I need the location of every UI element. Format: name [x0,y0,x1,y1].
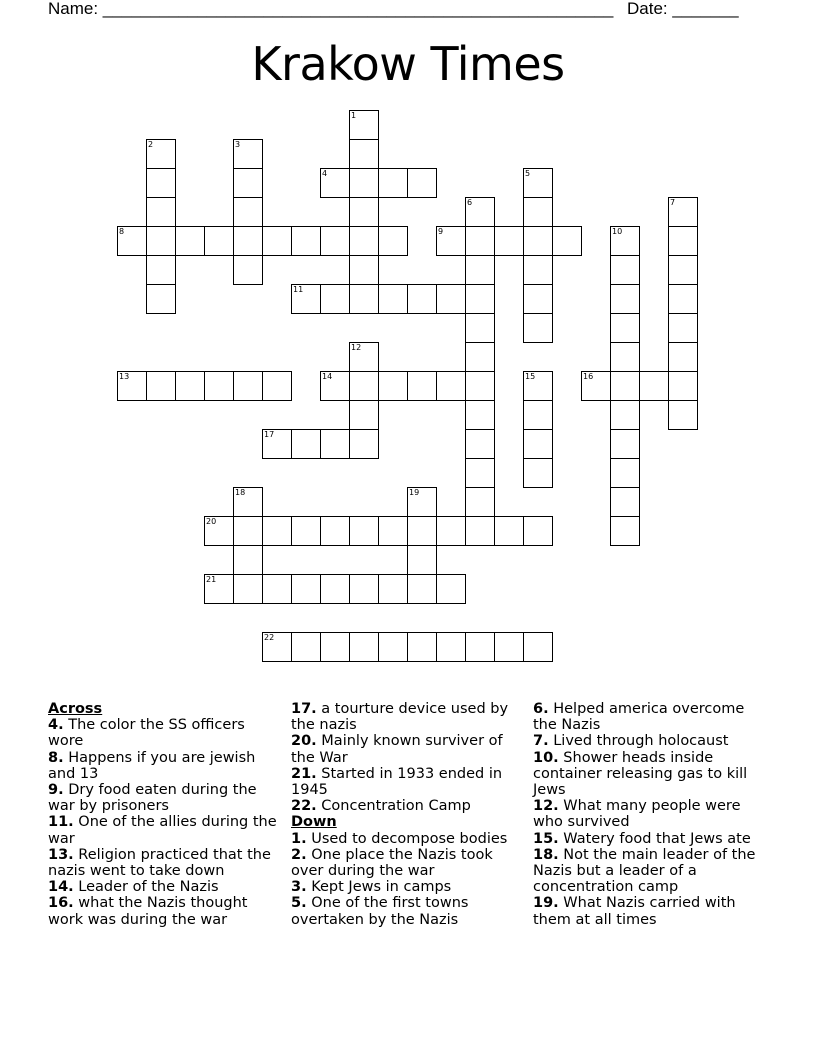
grid-cell[interactable] [117,371,147,401]
grid-cell[interactable] [668,313,698,343]
grid-cell[interactable] [523,168,553,198]
down-clue: 1. Used to decompose bodies [291,830,508,847]
grid-cell[interactable] [465,284,495,314]
grid-cell[interactable] [320,284,350,314]
grid-cell[interactable] [552,226,582,256]
clue-number: 6 [467,198,473,207]
grid-cell[interactable] [523,632,553,662]
clue-number: 19 [409,488,420,497]
clue-number: 20 [206,517,217,526]
grid-cell[interactable] [146,226,176,256]
grid-cell[interactable] [262,226,292,256]
grid-cell[interactable] [117,226,147,256]
grid-cell[interactable] [436,574,466,604]
across-clue: 16. what the Nazis thought work was during the war [48,895,248,928]
grid-cell[interactable] [320,429,350,459]
grid-cell[interactable] [349,168,379,198]
grid-cell[interactable] [465,371,495,401]
grid-cell[interactable] [349,110,379,140]
grid-cell[interactable] [465,313,495,343]
grid-cell[interactable] [378,226,408,256]
clue-number: 13 [119,372,130,381]
date-field[interactable]: Date: _______ [627,0,739,18]
grid-cell[interactable] [320,516,350,546]
page-title: Krakow Times [251,37,565,91]
grid-cell[interactable] [233,197,263,227]
grid-cell[interactable] [233,516,263,546]
clues-column-1 [48,701,280,928]
grid-cell[interactable] [465,400,495,430]
across-clue: 21. Started in 1933 ended in 1945 [291,765,503,799]
grid-cell[interactable] [262,574,292,604]
grid-cell[interactable] [204,371,234,401]
across-clue: 14. Leader of the Nazis [48,879,219,896]
grid-cell[interactable] [436,284,466,314]
grid-cell[interactable] [523,516,553,546]
grid-cell[interactable] [639,371,669,401]
grid-cell[interactable] [668,255,698,285]
across-clue: 20. Mainly known surviver of the War [291,733,503,766]
grid-cell[interactable] [407,371,437,401]
grid-cell[interactable] [668,371,698,401]
clue-number: 7 [670,198,676,207]
grid-cell[interactable] [233,545,263,575]
grid-cell[interactable] [668,226,698,256]
grid-cell[interactable] [291,632,321,662]
down-clue: 2. One place the Nazis took over during the war [291,846,493,880]
grid-cell[interactable] [494,632,524,662]
grid-cell[interactable] [262,429,292,459]
grid-cell[interactable] [436,632,466,662]
grid-cell[interactable] [378,574,408,604]
across-clue: 13. Religion practiced that the nazis went to take down [48,846,271,880]
grid-cell[interactable] [407,168,437,198]
grid-cell[interactable] [668,342,698,372]
grid-cell[interactable] [523,197,553,227]
grid-cell[interactable] [349,632,379,662]
grid-cell[interactable] [349,284,379,314]
clue-number: 3 [235,140,241,149]
clue-number: 5 [525,169,531,178]
grid-cell[interactable] [465,458,495,488]
grid-cell[interactable] [407,487,437,517]
down-clue: 18. Not the main leader of the Nazis but a leader of a concentration camp [533,846,756,896]
grid-cell[interactable] [291,516,321,546]
grid-cell[interactable] [610,313,640,343]
grid-cell[interactable] [407,545,437,575]
clue-number: 4 [322,169,328,178]
grid-cell[interactable] [291,284,321,314]
grid-cell[interactable] [610,371,640,401]
grid-cell[interactable] [262,371,292,401]
clue-number: 14 [322,372,333,381]
grid-cell[interactable] [349,255,379,285]
grid-cell[interactable] [523,313,553,343]
grid-cell[interactable] [349,139,379,169]
grid-cell[interactable] [523,458,553,488]
grid-cell[interactable] [349,371,379,401]
grid-cell[interactable] [465,226,495,256]
grid-cell[interactable] [494,516,524,546]
grid-cell[interactable] [204,516,234,546]
grid-cell[interactable] [465,487,495,517]
grid-cell[interactable] [262,516,292,546]
down-clue: 12. What many people were who survived [533,798,741,831]
grid-cell[interactable] [291,429,321,459]
across-clue: 17. a tourture device used by the nazis [291,701,509,734]
grid-cell[interactable] [291,226,321,256]
grid-cell[interactable] [320,371,350,401]
grid-cell[interactable] [175,371,205,401]
clue-number: 1 [351,111,357,120]
grid-cell[interactable] [407,516,437,546]
grid-cell[interactable] [610,255,640,285]
grid-cell[interactable] [349,400,379,430]
grid-cell[interactable] [668,197,698,227]
grid-cell[interactable] [610,226,640,256]
clue-number: 17 [264,430,275,439]
grid-cell[interactable] [378,516,408,546]
grid-cell[interactable] [668,284,698,314]
grid-cell[interactable] [233,255,263,285]
down-clue: 6. Helped america overcome the Nazis [533,701,745,734]
grid-cell[interactable] [610,458,640,488]
down-heading: Down [291,814,337,831]
grid-cell[interactable] [233,139,263,169]
grid-cell[interactable] [349,197,379,227]
clues-column-2 [291,701,523,928]
grid-cell[interactable] [523,255,553,285]
clue-number: 18 [235,488,246,497]
grid-cell[interactable] [465,197,495,227]
grid-cell[interactable] [523,400,553,430]
grid-cell[interactable] [204,574,234,604]
grid-cell[interactable] [523,226,553,256]
grid-cell[interactable] [378,284,408,314]
grid-cell[interactable] [465,632,495,662]
grid-cell[interactable] [465,255,495,285]
grid-cell[interactable] [233,574,263,604]
grid-cell[interactable] [465,516,495,546]
grid-cell[interactable] [610,487,640,517]
grid-cell[interactable] [146,284,176,314]
clue-number: 12 [351,343,362,352]
across-clue: 9. Dry food eaten during the war by prisoners [48,782,257,815]
grid-cell[interactable] [349,429,379,459]
grid-cell[interactable] [610,429,640,459]
clue-number: 2 [148,140,154,149]
grid-cell[interactable] [407,284,437,314]
across-clue: 11. One of the allies during the war [48,814,277,847]
grid-cell[interactable] [320,226,350,256]
grid-cell[interactable] [378,168,408,198]
clue-number: 10 [612,227,623,236]
grid-cell[interactable] [523,284,553,314]
grid-cell[interactable] [146,197,176,227]
grid-cell[interactable] [262,632,292,662]
grid-cell[interactable] [610,342,640,372]
grid-cell[interactable] [378,632,408,662]
grid-cell[interactable] [465,429,495,459]
clue-number: 21 [206,575,217,584]
grid-cell[interactable] [436,516,466,546]
grid-cell[interactable] [204,226,234,256]
grid-cell[interactable] [349,516,379,546]
grid-cell[interactable] [233,168,263,198]
grid-cell[interactable] [175,226,205,256]
grid-cell[interactable] [494,226,524,256]
clue-number: 15 [525,372,536,381]
grid-cell[interactable] [523,371,553,401]
grid-cell[interactable] [291,574,321,604]
grid-cell[interactable] [146,139,176,169]
clue-number: 11 [293,285,304,294]
grid-cell[interactable] [436,371,466,401]
clue-number: 16 [583,372,594,381]
grid-cell[interactable] [349,574,379,604]
grid-cell[interactable] [233,487,263,517]
grid-cell[interactable] [378,371,408,401]
grid-cell[interactable] [349,226,379,256]
down-clue: 10. Shower heads inside container releasing gas to kill Jews [533,749,748,799]
down-clue: 7. Lived through holocaust [533,733,729,750]
grid-cell[interactable] [610,400,640,430]
across-clue: 4. The color the SS officers wore [48,717,245,750]
grid-cell[interactable] [581,371,611,401]
grid-cell[interactable] [146,255,176,285]
grid-cell[interactable] [436,226,466,256]
down-clue: 19. What Nazis carried with them at all times [533,895,736,928]
grid-cell[interactable] [407,574,437,604]
grid-cell[interactable] [465,342,495,372]
clue-number: 8 [119,227,125,236]
grid-cell[interactable] [233,226,263,256]
down-clue: 15. Watery food that Jews ate [533,830,751,847]
clue-number: 9 [438,227,444,236]
grid-cell[interactable] [407,632,437,662]
clues-column-3 [533,701,765,928]
grid-cell[interactable] [610,516,640,546]
grid-cell[interactable] [146,168,176,198]
grid-cell[interactable] [233,371,263,401]
grid-cell[interactable] [523,429,553,459]
grid-cell[interactable] [320,574,350,604]
across-clue: 8. Happens if you are jewish and 13 [48,749,256,782]
grid-cell[interactable] [610,284,640,314]
grid-cell[interactable] [349,342,379,372]
down-clue: 5. One of the first towns overtaken by the Nazis [291,895,469,928]
across-heading: Across [48,701,103,717]
grid-cell[interactable] [320,632,350,662]
clue-number: 22 [264,633,275,642]
grid-cell[interactable] [146,371,176,401]
grid-cell[interactable] [320,168,350,198]
grid-cell[interactable] [668,400,698,430]
name-field[interactable]: Name: ______________________________________________________ [48,0,614,18]
down-clue: 3. Kept Jews in camps [291,879,452,896]
across-clue: 22. Concentration Camp [291,798,471,815]
